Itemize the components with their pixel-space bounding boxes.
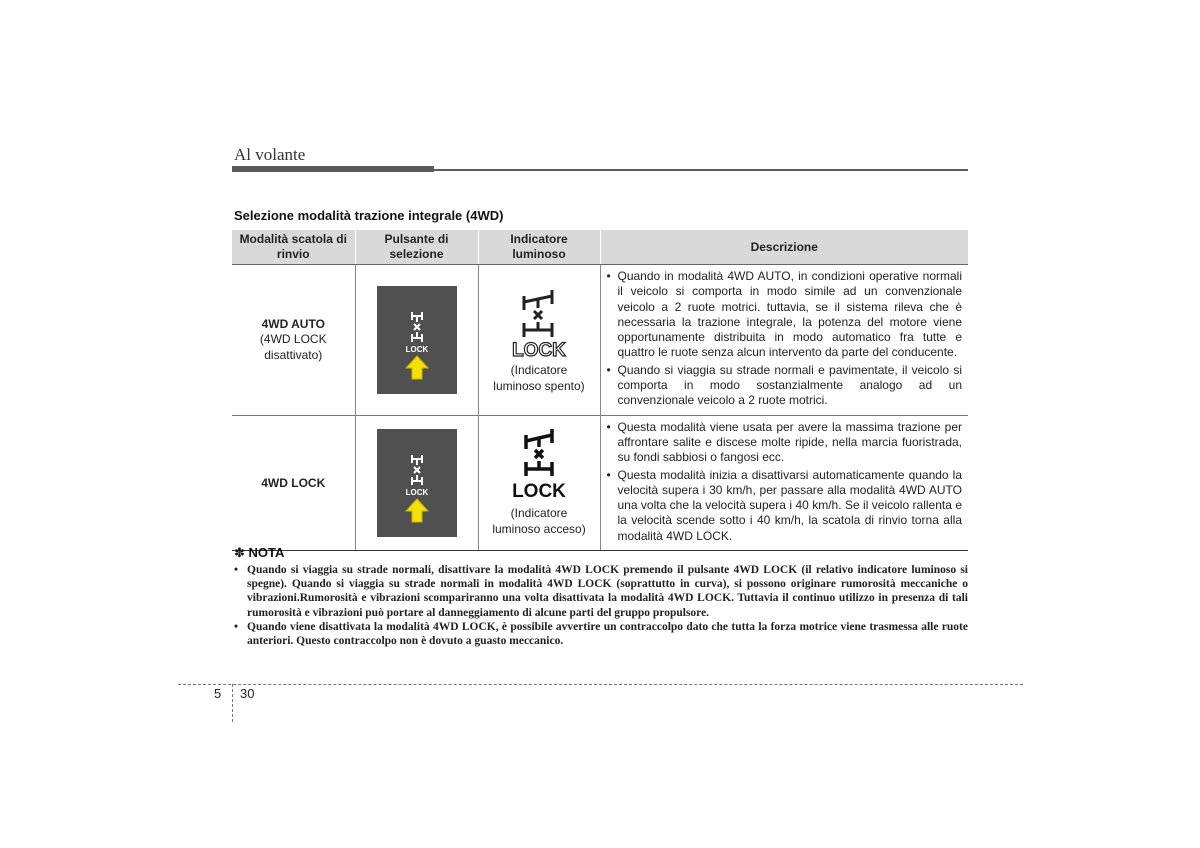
button-cell [355, 415, 478, 550]
description-list [601, 416, 969, 550]
mode-subtitle: (4WD LOCK disattivato) [259, 331, 327, 362]
4wd-lock-indicator-icon [504, 429, 574, 501]
indicator-lock-label: LOCK [512, 339, 566, 358]
description-item: • Quando in modalità 4WD AUTO, in condizioni operative normali il veicolo si comporta in modo simile ad un convenzionale veicolo a 2 ruote motrici. tuttavia, se il sistema rileva che è necessaria la trazione integrale, la potenza del motore viene opportunamente distribuita in modo automatico fra tutte e quattro le ruote senza alcun intervento da parte del conducente. [607, 269, 963, 361]
table-row [232, 415, 968, 550]
indicator-caption: (Indicatore luminoso acceso) [492, 505, 586, 536]
4wd-lock-button-icon [377, 429, 457, 537]
chapter-number: 5 [214, 686, 222, 701]
mode-table [232, 230, 968, 551]
description-item: • Questa modalità inizia a disattivarsi automaticamente quando la velocità supera i 30 km/h, per passare alla modalità 4WD AUTO una volta che la velocità supera i 40 km/h. Se il veicolo rallenta e la velocità scende sotto i 40 km/h, la scatola di rinvio torna alla modalità 4WD LOCK. [607, 468, 963, 544]
table-header-row [232, 230, 968, 265]
description-cell [600, 265, 968, 416]
note-item: • Quando viene disattivata la modalità 4WD LOCK, è possibile avvertire un contraccolpo dato che tutta la forza motrice viene trasmessa alle ruote anteriori. Questo contraccolpo non è dovuto a guasto meccanico. [234, 620, 968, 648]
description-item: • Quando si viaggia su strade normali e pavimentate, il veicolo si comporta in modo sostanzialmente analogo ad un convenzionale veicolo a 2 ruote motrici. [607, 363, 963, 409]
mode-cell [232, 265, 355, 416]
4wd-lock-indicator-icon [504, 286, 574, 358]
note-list [234, 563, 968, 648]
header-rule [434, 169, 968, 171]
note-title: ✽ NOTA [234, 545, 285, 560]
note-item: • Quando si viaggia su strade normali, disattivare la modalità 4WD LOCK premendo il pulsante 4WD LOCK (il relativo indicatore luminoso si spegne). Quando si viaggia su strade normali in modalità 4WD LOCK (soprattutto in curva), si possono originare rumorosità meccaniche o vibrazioni.Rumorosità e vibrazioni scompariranno una volta disattivata la modalità 4WD LOCK. Tuttavia il continuo utilizzo in presenza di tali rumorosità e vibrazioni può portare al danneggiamento di alcune parti del gruppo propulsore. [234, 563, 968, 620]
page-number: 30 [240, 686, 255, 701]
header-indicator: Indicatore luminoso [478, 230, 600, 265]
4wd-lock-button-icon [377, 286, 457, 394]
header-button: Pulsante di selezione [355, 230, 478, 265]
4wd-lock-button[interactable] [377, 286, 457, 394]
running-header: Al volante [234, 145, 306, 164]
mode-name: 4WD LOCK [261, 475, 326, 490]
description-list [601, 265, 969, 415]
mode-cell [232, 415, 355, 550]
footer-rule [178, 684, 1023, 685]
indicator-lock-label: LOCK [512, 480, 566, 501]
header-mode: Modalità scatola di rinvio [232, 230, 355, 265]
4wd-lock-button[interactable] [377, 429, 457, 537]
button-lock-label: LOCK [405, 487, 428, 497]
button-cell [355, 265, 478, 416]
table-row [232, 265, 968, 416]
section-title: Selezione modalità trazione integrale (4WD) [234, 208, 504, 223]
description-cell [600, 415, 968, 550]
mode-name: 4WD AUTO [261, 316, 325, 331]
header-accent-bar [232, 166, 434, 172]
button-lock-label: LOCK [405, 344, 428, 354]
indicator-cell [478, 265, 600, 416]
description-item: • Questa modalità viene usata per avere la massima trazione per affrontare salite e discese molte ripide, nella marcia fuoristrada, su fondi sabbiosi o fangosi ecc. [607, 420, 963, 466]
indicator-cell [478, 415, 600, 550]
footer-divider [232, 684, 233, 722]
indicator-caption: (Indicatore luminoso spento) [493, 362, 585, 393]
header-description: Descrizione [600, 230, 968, 265]
